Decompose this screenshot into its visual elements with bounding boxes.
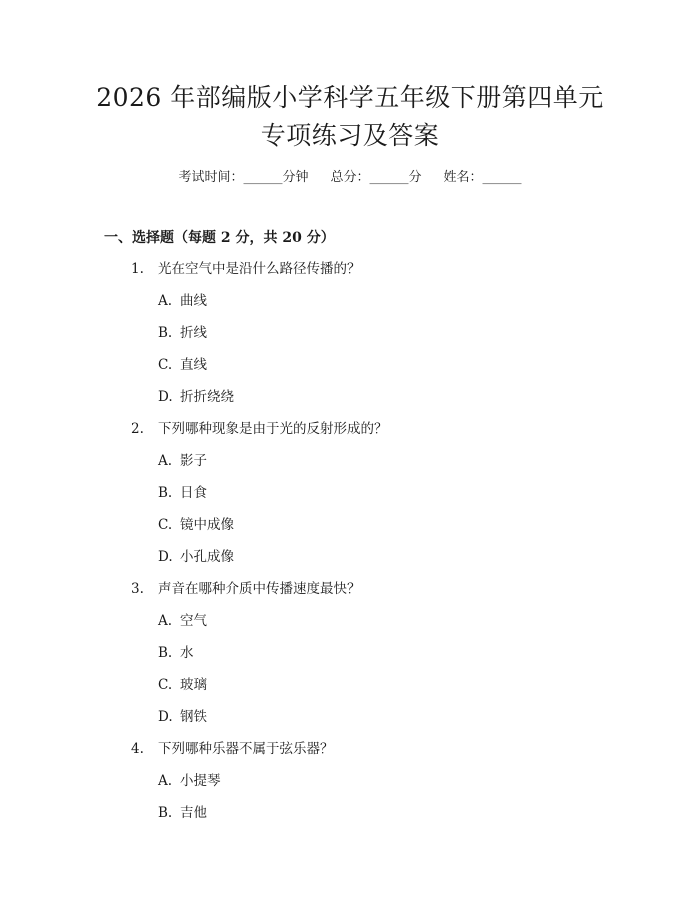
option-1d (158, 387, 234, 407)
exam-time-field: 考试时间：______分钟 (178, 170, 309, 185)
question-text: 下列哪种现象是由于光的反射形成的？ (158, 421, 388, 437)
question-number: 3. (131, 581, 144, 597)
option-3a (158, 611, 207, 631)
question-text: 声音在哪种介质中传播速度最快？ (158, 581, 361, 597)
option-letter: C. (158, 517, 173, 533)
section-title: 一、选择题（每题 2 分，共 20 分） (104, 230, 335, 246)
option-letter: C. (158, 677, 173, 693)
option-text: 影子 (180, 453, 207, 469)
question-2 (131, 419, 388, 439)
document-title-line-2: 专项练习及答案 (260, 121, 440, 150)
option-letter: B. (158, 325, 173, 341)
option-text: 折线 (180, 325, 207, 341)
option-letter: A. (158, 293, 173, 309)
option-text: 玻璃 (180, 677, 207, 693)
option-2b (158, 483, 207, 503)
option-letter: B. (158, 645, 173, 661)
option-2a (158, 451, 207, 471)
question-3 (131, 579, 361, 599)
option-2c (158, 515, 234, 535)
question-number: 4. (131, 741, 144, 757)
question-number: 1. (131, 261, 144, 277)
option-text: 曲线 (180, 293, 207, 309)
option-text: 钢铁 (180, 709, 207, 725)
option-text: 水 (180, 645, 194, 661)
question-4 (131, 739, 334, 759)
option-4b (158, 803, 207, 823)
option-letter: A. (158, 453, 173, 469)
option-1c (158, 355, 207, 375)
option-letter: D. (158, 709, 173, 725)
exam-name-field: 姓名：______ (443, 170, 522, 185)
option-letter: C. (158, 357, 173, 373)
option-letter: B. (158, 485, 173, 501)
option-text: 吉他 (180, 805, 207, 821)
option-text: 直线 (180, 357, 207, 373)
question-number: 2. (131, 421, 144, 437)
option-letter: A. (158, 613, 173, 629)
option-text: 小提琴 (180, 773, 221, 789)
option-1b (158, 323, 207, 343)
question-text: 下列哪种乐器不属于弦乐器？ (158, 741, 334, 757)
question-1 (131, 259, 361, 279)
option-2d (158, 547, 234, 567)
question-text: 光在空气中是沿什么路径传播的？ (158, 261, 361, 277)
option-1a (158, 291, 207, 311)
option-text: 折折绕绕 (180, 389, 234, 405)
option-letter: A. (158, 773, 173, 789)
exam-score-field: 总分：______分 (330, 170, 422, 185)
option-letter: D. (158, 389, 173, 405)
option-3d (158, 707, 207, 727)
option-text: 空气 (180, 613, 207, 629)
exam-info-line (0, 168, 700, 188)
option-3b (158, 643, 194, 663)
option-letter: B. (158, 805, 173, 821)
option-3c (158, 675, 207, 695)
option-text: 小孔成像 (180, 549, 234, 565)
option-text: 日食 (180, 485, 207, 501)
option-letter: D. (158, 549, 173, 565)
option-text: 镜中成像 (180, 517, 234, 533)
option-4a (158, 771, 221, 791)
document-title-line-1: 2026 年部编版小学科学五年级下册第四单元 (96, 83, 604, 112)
